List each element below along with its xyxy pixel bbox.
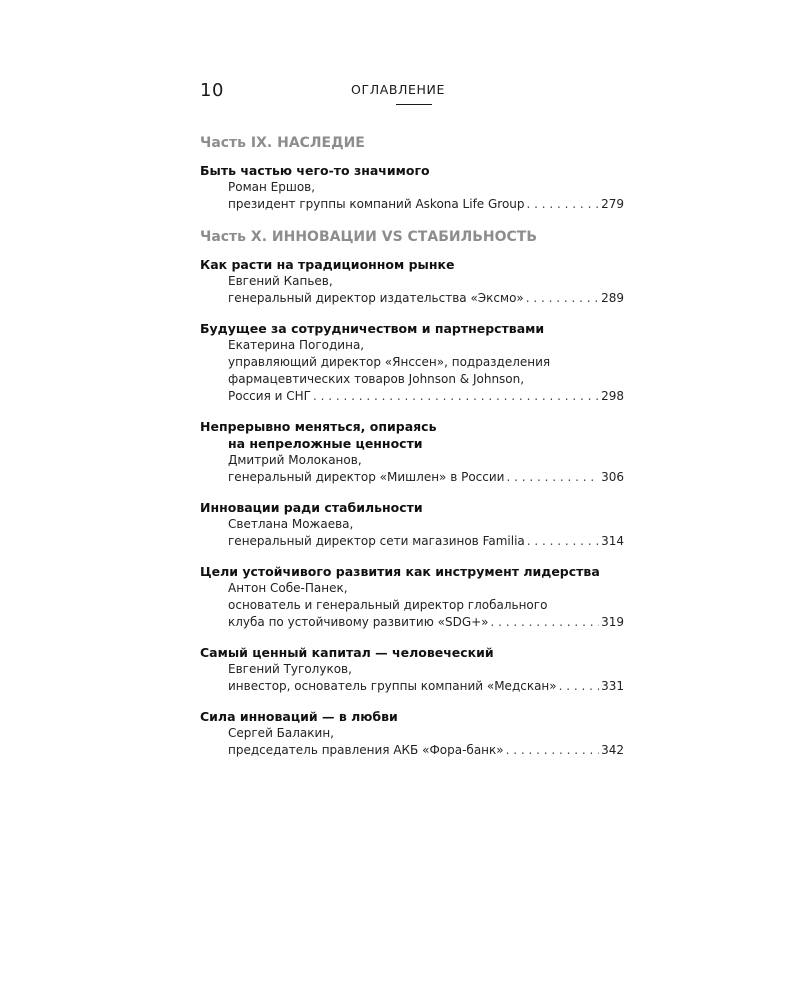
- entry-title: Самый ценный капитал — человеческий: [200, 645, 494, 660]
- toc-entry[interactable]: [200, 320, 624, 405]
- entry-position-line: управляющий директор «Янссен», подразделения: [228, 355, 551, 369]
- entry-author: Евгений Туголуков,: [228, 662, 352, 676]
- entry-author: Екатерина Погодина,: [228, 338, 365, 352]
- toc-entry[interactable]: [200, 708, 624, 759]
- entry-page-number: 331: [601, 679, 624, 693]
- toc-entry[interactable]: [200, 499, 624, 550]
- entry-position-line: [200, 290, 624, 307]
- page-number: 10: [200, 80, 224, 101]
- entry-position: Россия и СНГ: [228, 389, 311, 403]
- entry-position-line: [200, 742, 624, 759]
- entry-page-number: 314: [601, 534, 624, 548]
- toc-entry[interactable]: [200, 644, 624, 695]
- entry-position: инвестор, основатель группы компаний «Медскан»: [228, 679, 557, 693]
- entry-author: Дмитрий Молоканов,: [228, 453, 362, 467]
- entry-position-line: фармацевтических товаров Johnson & Johnson,: [228, 372, 525, 386]
- running-title: ОГЛАВЛЕНИЕ: [351, 82, 445, 97]
- entry-author: Антон Собе-Панек,: [228, 581, 348, 595]
- entry-position: президент группы компаний Askona Life Group: [228, 197, 525, 211]
- toc-entry[interactable]: [200, 418, 624, 486]
- entry-title: Сила инноваций — в любви: [200, 709, 398, 724]
- dot-leader: [313, 388, 599, 405]
- dot-leader: [527, 533, 599, 550]
- entry-position: генеральный директор сети магазинов Familia: [228, 534, 525, 548]
- entry-position-line: [200, 196, 624, 213]
- entry-title-line1: Непрерывно меняться, опираясь: [200, 419, 437, 434]
- entry-position-line: [200, 614, 624, 631]
- entry-position-line: [200, 678, 624, 695]
- part-heading: Часть IX. НАСЛЕДИЕ: [200, 135, 365, 151]
- entry-author: Светлана Можаева,: [228, 517, 354, 531]
- entry-page-number: 298: [601, 389, 624, 403]
- entry-title: Как расти на традиционном рынке: [200, 257, 455, 272]
- entry-position: клуба по устойчивому развитию «SDG+»: [228, 615, 489, 629]
- entry-position: председатель правления АКБ «Фора-банк»: [228, 743, 504, 757]
- dot-leader: [506, 742, 599, 759]
- part-heading: Часть X. ИННОВАЦИИ VS СТАБИЛЬНОСТЬ: [200, 229, 537, 245]
- dot-leader: [506, 469, 599, 486]
- table-of-contents: [200, 132, 624, 772]
- entry-title: Цели устойчивого развития как инструмент лидерства: [200, 564, 600, 579]
- entry-page-number: 279: [601, 197, 624, 211]
- entry-title: Инновации ради стабильности: [200, 500, 423, 515]
- entry-title: [200, 418, 624, 452]
- entry-page-number: 289: [601, 291, 624, 305]
- entry-position-line: основатель и генеральный директор глобального: [228, 598, 548, 612]
- entry-position: генеральный директор «Мишлен» в России: [228, 470, 505, 484]
- dot-leader: [527, 196, 600, 213]
- entry-page-number: 306: [601, 470, 624, 484]
- entry-title: Будущее за сотрудничеством и партнерствами: [200, 321, 545, 336]
- entry-author: Сергей Балакин,: [228, 726, 334, 740]
- entry-page-number: 342: [601, 743, 624, 757]
- toc-entry[interactable]: [200, 256, 624, 307]
- entry-author: Евгений Капьев,: [228, 274, 333, 288]
- dot-leader: [526, 290, 599, 307]
- entry-position-line: [200, 533, 624, 550]
- entry-position-line: [200, 388, 624, 405]
- entry-author: Роман Ершов,: [228, 180, 316, 194]
- entry-position-line: [200, 469, 624, 486]
- toc-entry[interactable]: [200, 563, 624, 631]
- toc-entry[interactable]: [200, 162, 624, 213]
- entry-title: Быть частью чего-то значимого: [200, 163, 430, 178]
- dot-leader: [491, 614, 600, 631]
- header-rule: [396, 104, 432, 105]
- entry-position: генеральный директор издательства «Эксмо»: [228, 291, 524, 305]
- dot-leader: [559, 678, 599, 695]
- entry-title-line2: на непреложные ценности: [228, 436, 423, 451]
- entry-page-number: 319: [601, 615, 624, 629]
